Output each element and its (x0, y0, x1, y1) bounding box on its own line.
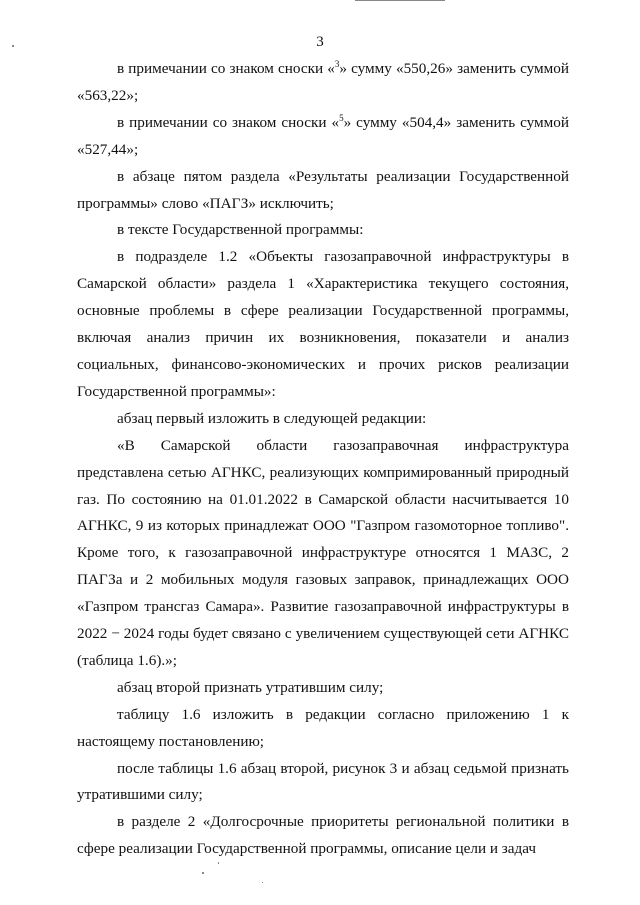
paragraph: в разделе 2 «Долгосрочные приоритеты региональной политики в сфере реализации Государственной программы, описание цели и задач (77, 813, 569, 858)
scan-artifact-top-line (355, 0, 445, 1)
paragraph-footnote-3 (77, 56, 569, 110)
document-body (77, 56, 569, 863)
paragraph-footnote-5 (77, 110, 569, 164)
page-number: 3 (316, 34, 324, 50)
paragraph: абзац первый изложить в следующей редакции: (117, 409, 427, 427)
paragraph: таблицу 1.6 изложить в редакции согласно приложению 1 к настоящему постановлению; (77, 705, 569, 750)
scan-artifact-dot (202, 872, 204, 874)
footnote-mark: 5 (339, 112, 344, 123)
paragraph: в подразделе 1.2 «Объекты газозаправочной инфраструктуры в Самарской области» раздела 1 «Характеристика текущего состояния, основные проблемы в сфере реализации Государственной программы, включая анализ причин их возникновения, показатели и анализ социальных, финансово-экономических и прочих рисков реализации Государственной программы»: (77, 248, 569, 400)
footnote-mark: 3 (334, 59, 340, 69)
scan-artifact-dot (262, 882, 263, 883)
paragraph: после таблицы 1.6 абзац второй, рисунок 3 и абзац седьмой признать утратившими силу; (77, 759, 569, 804)
paragraph-text: в примечании со знаком сноски « (117, 60, 335, 77)
paragraph-text: в примечании со знаком сноски « (117, 113, 340, 131)
paragraph: в абзаце пятом раздела «Результаты реализации Государственной программы» слово «ПАГЗ» исключить; (77, 167, 569, 212)
paragraph-quoted-edit: «В Самарской области газозаправочная инфраструктура представлена сетью АГНКС, реализующих компримированный природный газ. По состоянию на 01.01.2022 в Самарской области насчитывается 10 АГНКС, 9 из которых принадлежат ООО "Газпром газомоторное топливо". Кроме того, к газозаправочной инфраструктуре относятся 1 МАЗС, 2 ПАГЗа и 2 мобильных модуля газовых заправок, принадлежащих ООО «Газпром трансгаз Самара». Развитие газозаправочной инфраструктуры в 2022 − 2024 годы будет связано с увеличением существующей сети АГНКС (таблица 1.6).»; (77, 436, 569, 669)
paragraph-text: » сумму «504,4» заменить суммой «527,44»; (77, 113, 569, 158)
paragraph-text: » сумму «550,26» заменить суммой «563,22»; (77, 60, 569, 104)
paragraph: абзац второй признать утратившим силу; (117, 678, 384, 696)
paragraph: в тексте Государственной программы: (117, 221, 364, 239)
